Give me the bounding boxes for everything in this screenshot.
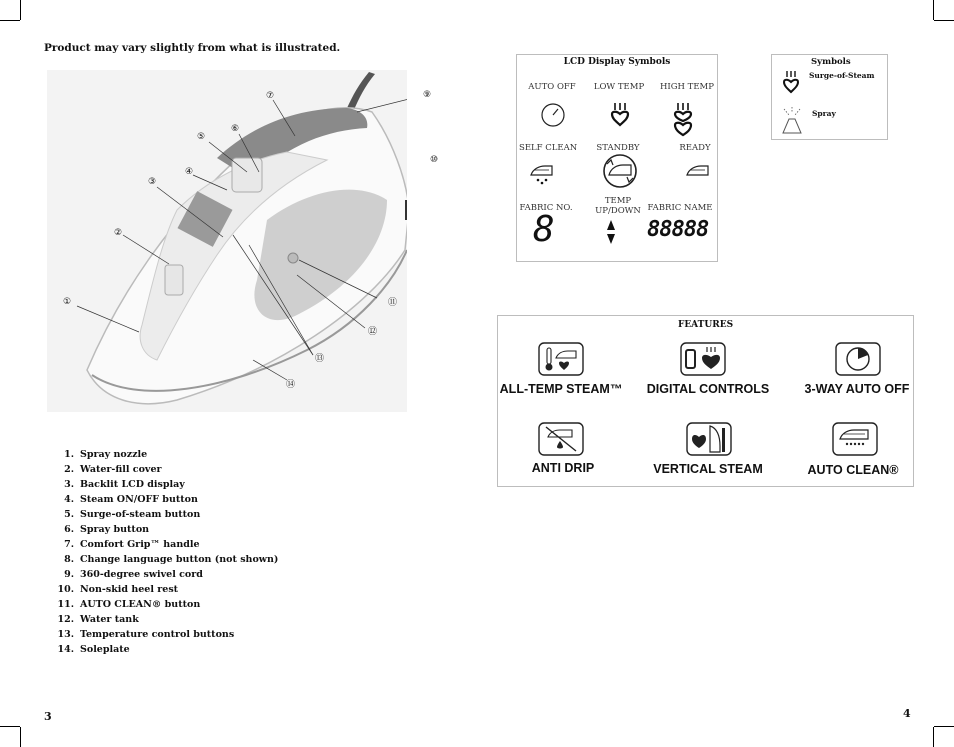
vertical-steam-icon — [686, 422, 732, 456]
low-temp-icon — [609, 101, 631, 131]
label-ready: READY — [679, 143, 711, 153]
spray-icon — [781, 105, 803, 135]
digital-controls-icon — [680, 342, 726, 376]
label-fabric-no: FABRIC NO. — [519, 203, 573, 213]
surge-of-steam-icon — [782, 70, 800, 94]
callout-9: ⑨ — [423, 90, 432, 100]
anti-drip-icon — [538, 422, 584, 456]
high-temp-icon — [671, 101, 695, 137]
crop-mark — [933, 0, 934, 20]
list-item: 7. Comfort Grip™ handle — [64, 539, 200, 550]
callout-1: ① — [63, 297, 72, 307]
auto-clean-button — [288, 253, 298, 263]
auto-clean-icon — [832, 422, 878, 456]
crop-mark — [20, 0, 21, 20]
list-item: 10. Non-skid heel rest — [57, 584, 179, 595]
callout-14: ⑭ — [286, 380, 296, 390]
fabric-name-segments: 88888 — [647, 217, 709, 242]
feature-anti-drip: ANTI DRIP — [531, 461, 595, 475]
label-self-clean: SELF CLEAN — [519, 143, 578, 153]
list-item: 9. 360-degree swivel cord — [64, 569, 203, 580]
callout-3: ③ — [148, 177, 157, 187]
list-item: 13. Temperature control buttons — [57, 629, 235, 640]
callout-2: ② — [114, 228, 123, 238]
label-auto-off: AUTO OFF — [528, 82, 576, 92]
label-standby: STANDBY — [596, 143, 640, 153]
crop-mark — [934, 20, 954, 21]
fabric-number-digit: 8 — [533, 209, 555, 250]
crop-mark — [0, 20, 20, 21]
list-item: 14. Soleplate — [57, 644, 130, 655]
label-high-temp: HIGH TEMP — [660, 82, 714, 92]
list-item: 1. Spray nozzle — [64, 449, 148, 460]
crop-mark — [20, 727, 21, 747]
callout-5: ⑤ — [197, 132, 206, 142]
feature-auto-clean: AUTO CLEAN® — [807, 463, 899, 477]
water-fill-cover — [165, 265, 183, 295]
callout-10: ⑩ — [430, 155, 439, 165]
auto-off-icon — [540, 102, 566, 128]
feature-digital-controls: DIGITAL CONTROLS — [646, 382, 770, 396]
list-item: 4. Steam ON/OFF button — [64, 494, 198, 505]
page-number-right: 4 — [903, 707, 911, 720]
iron-drawing — [47, 70, 407, 412]
feature-vertical-steam: VERTICAL STEAM — [653, 462, 763, 476]
page-number-left: 3 — [44, 710, 52, 723]
all-temp-steam-icon — [538, 342, 584, 376]
symbols-box — [771, 54, 888, 140]
swivel-cord — [347, 72, 375, 112]
lcd-symbols-box — [516, 54, 718, 262]
callout-13: ⑬ — [315, 354, 325, 364]
features-title: FEATURES — [677, 320, 734, 330]
lcd-symbols-title: LCD Display Symbols — [563, 57, 671, 67]
callout-11: ⑪ — [388, 298, 398, 308]
feature-three-way-auto-off: 3-WAY AUTO OFF — [804, 382, 910, 396]
list-item: 2. Water-fill cover — [64, 464, 162, 475]
list-item: 8. Change language button (not shown) — [64, 554, 279, 565]
crop-mark — [0, 726, 20, 727]
label-temp: TEMP — [604, 196, 632, 206]
spray-button-housing — [232, 158, 262, 192]
crop-mark — [934, 726, 954, 727]
crop-mark — [933, 727, 934, 747]
callout-7: ⑦ — [266, 91, 275, 101]
standby-icon — [601, 152, 639, 190]
features-box — [497, 315, 914, 487]
list-item: 6. Spray button — [64, 524, 150, 535]
heel-rest — [405, 200, 407, 220]
label-fabric-name: FABRIC NAME — [647, 203, 713, 213]
surge-of-steam-label: Surge-of-Steam — [809, 71, 875, 80]
three-way-auto-off-icon — [835, 342, 881, 376]
list-item: 11. AUTO CLEAN® button — [57, 599, 201, 610]
self-clean-icon — [529, 161, 555, 187]
spray-label: Spray — [812, 109, 836, 118]
symbols-title: Symbols — [811, 57, 851, 67]
list-item: 5. Surge-of-steam button — [64, 509, 201, 520]
page-heading: Product may vary slightly from what is illustrated. — [44, 42, 341, 54]
callout-4: ④ — [185, 167, 194, 177]
iron-illustration — [47, 70, 407, 412]
callout-12: ⑫ — [368, 327, 378, 337]
ready-icon — [685, 161, 711, 179]
temp-up-down-icon — [605, 219, 617, 245]
callout-6: ⑥ — [231, 124, 240, 134]
parts-list — [54, 447, 278, 657]
label-low-temp: LOW TEMP — [593, 82, 645, 92]
feature-all-temp-steam: ALL-TEMP STEAM™ — [499, 382, 623, 396]
label-up-down: UP/DOWN — [595, 206, 641, 216]
list-item: 3. Backlit LCD display — [64, 479, 185, 490]
list-item: 12. Water tank — [57, 614, 139, 625]
